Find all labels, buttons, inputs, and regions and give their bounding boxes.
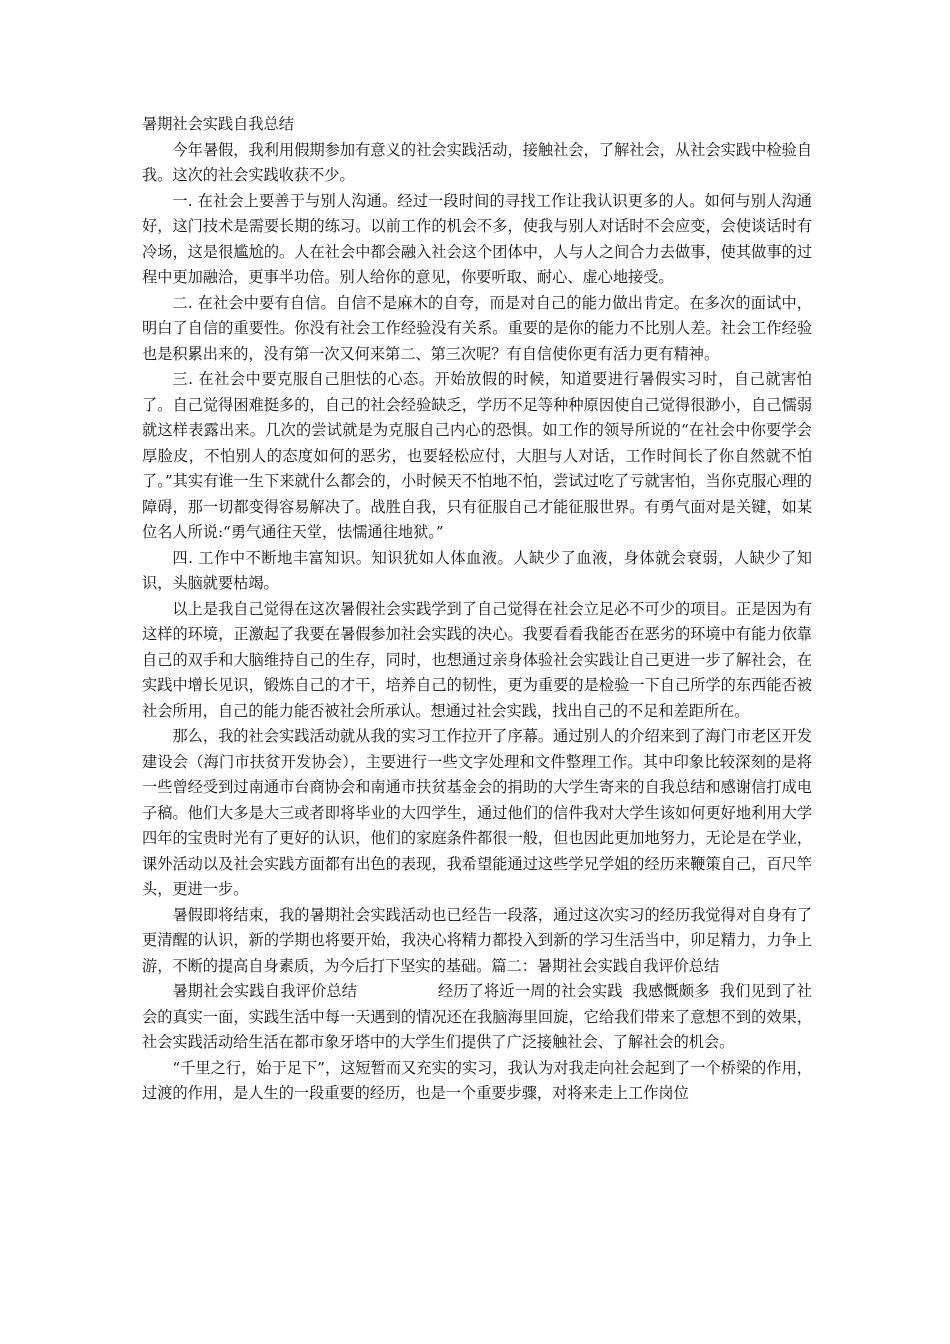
paragraph-internship: 那么，我的社会实践活动就从我的实习工作拉开了序幕。通过别人的介绍来到了海门市老区开发建设会（海门市扶贫开发协会），主要进行一些文字处理和文件整理工作。其中印象比较深刻的是将一些曾经受到过南通市台商协会和南通市扶贫基金会的捐助的大学生寄来的自我总结和感谢信打成电子稿。他们大多是大三或者即将毕业的大四学生，通过他们的信件我对大学生该如何更好地利用大学四年的宝贵时光有了更好的认识，他们的家庭条件都很一般，但也因此更加地努力，无论是在学业，课外活动以及社会实践方面都有出色的表现，我希望能通过这些学兄学姐的经历来鞭策自己，百尺竿头，更进一步。 bbox=[142, 727, 812, 898]
paragraph-point-1: 一. 在社会上要善于与别人沟通。经过一段时间的寻找工作让我认识更多的人。如何与别人沟通好，这门技术是需要长期的练习。以前工作的机会不多，使我与别人对话时不会应变，会使谈话时有冷场，这是很尴尬的。人在社会中都会融入社会这个团体中，人与人之间合力去做事，使其做事的过程中更加融洽，更事半功倍。别人给你的意见，你要听取、耐心、虚心地接受。 bbox=[142, 191, 812, 286]
paragraph-conclusion: 暑假即将结束，我的暑期社会实践活动也已经告一段落，通过这次实习的经历我觉得对自身有了更清醒的认识，新的学期也将要开始，我决心将精力都投入到新的学习生活当中，卯足精力，力争上游，不断的提高自身素质，为今后打下坚实的基础。篇二：暑期社会实践自我评价总结 bbox=[142, 905, 812, 975]
paragraph-reflection: 以上是我自己觉得在这次暑假社会实践学到了自己觉得在社会立足必不可少的项目。正是因为有这样的环境，正激起了我要在暑假参加社会实践的决心。我要看看我能否在恶劣的环境中有能力依靠自己的双手和大脑维持自己的生存，同时，也想通过亲身体验社会实践让自己更进一步了解社会，在实践中增长见识，锻炼自己的才干，培养自己的韧性，更为重要的是检验一下自己所学的东西能否被社会所用，自己的能力能否被社会所承认。想通过社会实践，找出自己的不足和差距所在。 bbox=[142, 599, 812, 720]
paragraph-quote: “千里之行，始于足下”，这短暂而又充实的实习，我认为对我走向社会起到了一个桥梁的作用，过渡的作用，是人生的一段重要的经历，也是一个重要步骤，对将来走上工作岗位 bbox=[142, 1058, 812, 1102]
paragraph-part-two: 暑期社会实践自我评价总结 经历了将近一周的社会实践 我感慨颇多 我们见到了社会的真实一面，实践生活中每一天遇到的情况还在我脑海里回旋，它给我们带来了意想不到的效果，社会实践活动给生活在都市象牙塔中的大学生们提供了广泛接触社会、了解社会的机会。 bbox=[142, 982, 812, 1051]
paragraph-point-2: 二. 在社会中要有自信。自信不是麻木的自夸，而是对自己的能力做出肯定。在多次的面试中，明白了自信的重要性。你没有社会工作经验没有关系。重要的是你的能力不比别人差。社会工作经验也是积累出来的，没有第一次又何来第二、第三次呢？有自信使你更有活力更有精神。 bbox=[142, 293, 812, 363]
document-page bbox=[142, 112, 812, 1107]
paragraph-point-4: 四. 工作中不断地丰富知识。知识犹如人体血液。人缺少了血液，身体就会衰弱，人缺少了知识，头脑就要枯竭。 bbox=[142, 548, 812, 592]
document-title: 暑期社会实践自我总结 bbox=[142, 115, 294, 133]
paragraph-point-3: 三. 在社会中要克服自己胆怯的心态。开始放假的时候，知道要进行暑假实习时，自己就害怕了。自己觉得困难挺多的，自己的社会经验缺乏，学历不足等种种原因使自己觉得很渺小，自己懦弱就这样表露出来。几次的尝试就是为克服自己内心的恐惧。如工作的领导所说的“在社会中你要学会厚脸皮，不怕别人的态度如何的恶劣，也要轻松应付，大胆与人对话，工作时间长了你自然就不怕了。”其实有谁一生下来就什么都会的，小时候天不怕地不怕，尝试过吃了亏就害怕，当你克服心理的障碍，那一切都变得容易解决了。战胜自我，只有征服自己才能征服世界。有勇气面对是关键，如某位名人所说:“勇气通往天堂，怯懦通往地狱。” bbox=[142, 370, 812, 541]
paragraph-intro: 今年暑假，我利用假期参加有意义的社会实践活动，接触社会，了解社会，从社会实践中检验自我。这次的社会实践收获不少。 bbox=[142, 140, 812, 184]
